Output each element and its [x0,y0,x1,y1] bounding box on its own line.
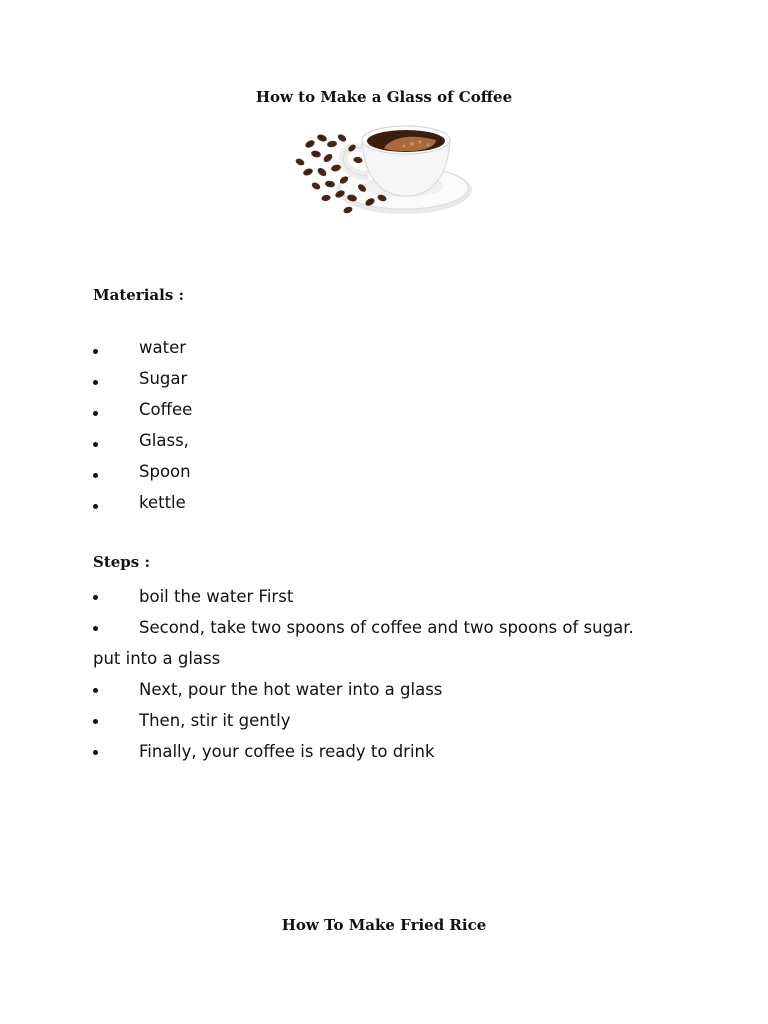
material-text: Sugar [139,369,188,388]
list-item [0,460,768,491]
material-text: water [139,338,187,357]
coffee-cup-with-beans-icon [286,118,476,230]
list-item [0,398,768,429]
bullet-icon [93,504,98,509]
material-text: Coffee [139,400,193,419]
material-text: Spoon [139,462,191,481]
steps-list [0,581,640,767]
list-item [0,429,768,460]
steps-heading: Steps : [93,553,150,571]
list-item [0,674,640,705]
step-text: Then, stir it gently [139,711,291,730]
list-item [0,367,768,398]
step-text: Next, pour the hot water into a glass [139,680,443,699]
materials-list [0,336,768,522]
bullet-icon [93,442,98,447]
list-item [0,336,768,367]
material-text: Glass, [139,431,189,450]
material-text: kettle [139,493,186,512]
step-text: Finally, your coffee is ready to drink [139,742,435,761]
bullet-icon [93,595,98,600]
bullet-icon [93,380,98,385]
step-text: boil the water First [139,587,294,606]
fried-rice-recipe-title: How To Make Fried Rice [281,916,487,934]
bullet-icon [93,473,98,478]
list-item [0,581,640,612]
coffee-recipe-title: How to Make a Glass of Coffee [255,88,513,106]
step-text: Second, take two spoons of coffee and two spoons of sugar. put into a glass [93,618,634,668]
bullet-icon [93,719,98,724]
list-item [0,491,768,522]
bullet-icon [93,349,98,354]
bullet-icon [93,411,98,416]
list-item [0,736,640,767]
materials-heading: Materials : [93,286,185,304]
bullet-icon [93,750,98,755]
bullet-icon [93,626,98,631]
list-item [0,612,640,674]
bullet-icon [93,688,98,693]
list-item [0,705,640,736]
